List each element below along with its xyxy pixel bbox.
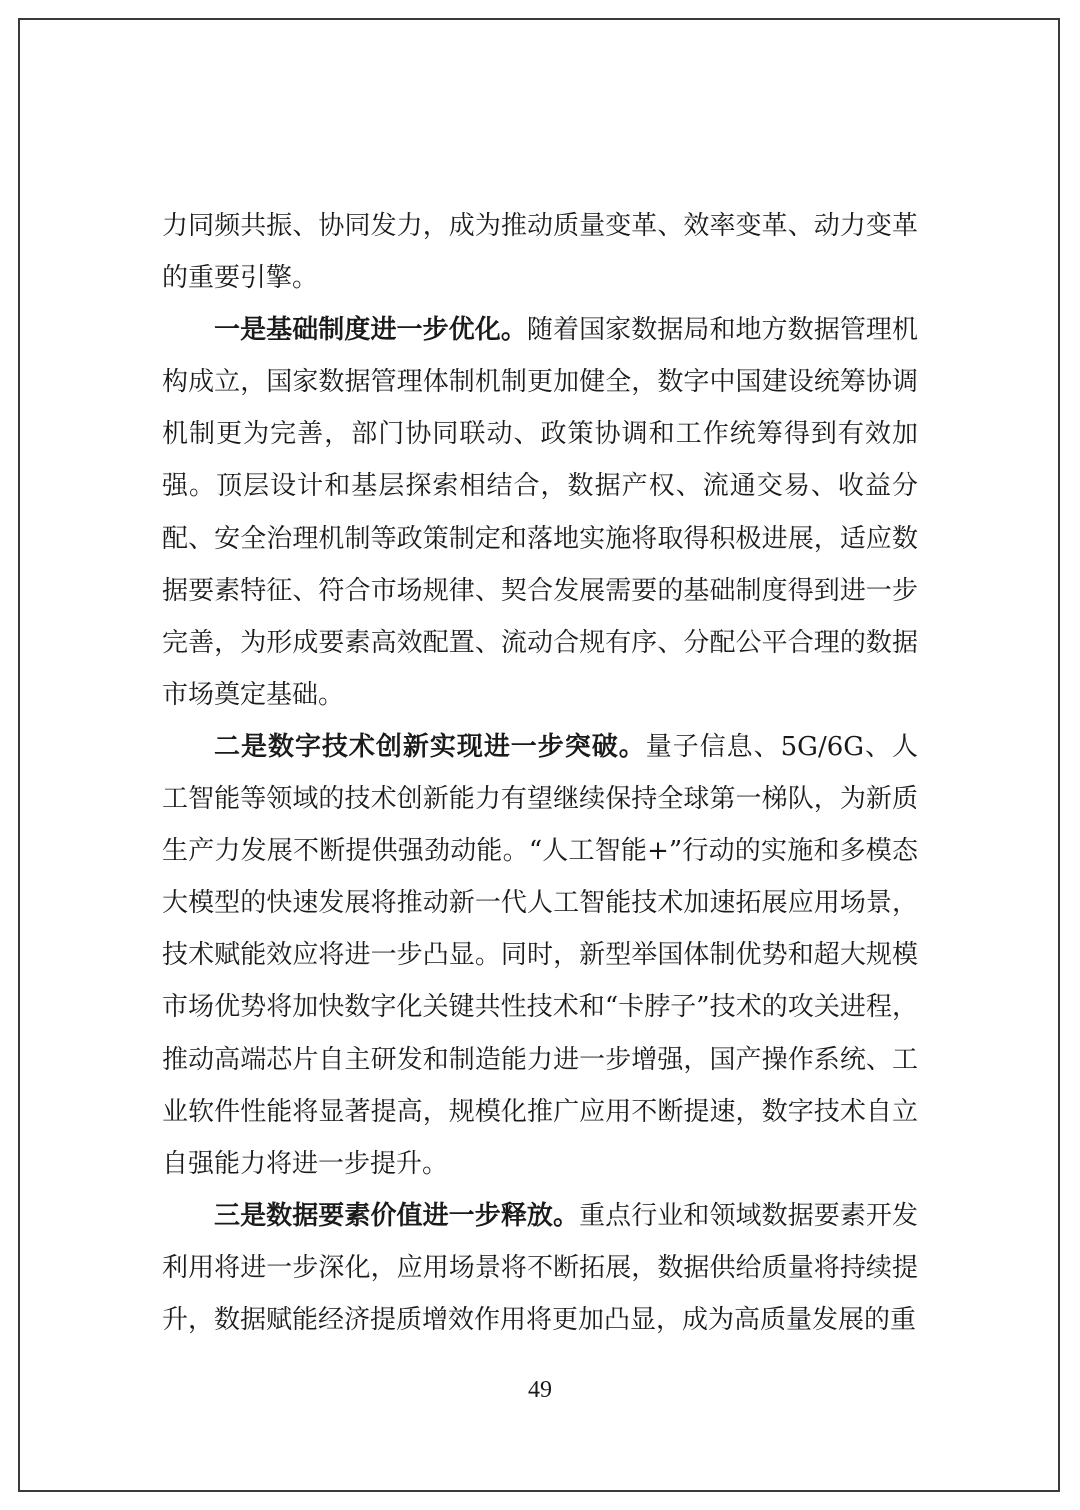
paragraph-lead-heading: 三是数据要素价值进一步释放。: [214, 1200, 580, 1231]
paragraph-text: 重点行业和领域数据要素开发利用将进一步深化，应用场景将不断拓展，数据供给质量将持续提升，数据赋能经济提质增效作用将更加凸显，成为高质量发展的重: [162, 1200, 918, 1335]
paragraph-basic-systems: [162, 304, 918, 721]
paragraph-text: 力同频共振、协同发力，成为推动质量变革、效率变革、动力变革的重要引擎。: [162, 211, 918, 294]
paragraph-text: 随着国家数据局和地方数据管理机构成立，国家数据管理体制机制更加健全，数字中国建设统筹协调机制更为完善，部门协同联动、政策协调和工作统筹得到有效加强。顶层设计和基层探索相结合，数据产权、流通交易、收益分配、安全治理机制等政策制定和落地实施将取得积极进展，适应数据要素特征、符合市场规律、契合发展需要的基础制度得到进一步完善，为形成要素高效配置、流动合规有序、分配公平合理的数据市场奠定基础。: [162, 315, 918, 710]
paragraph-lead-heading: 二是数字技术创新实现进一步突破。: [214, 731, 646, 762]
paragraph-text: 量子信息、5G/6G、人工智能等领域的技术创新能力有望继续保持全球第一梯队，为新质生产力发展不断提供强劲动能。“人工智能+”行动的实施和多模态大模型的快速发展将推动新一代人工智能技术加速拓展应用场景，技术赋能效应将进一步凸显。同时，新型举国体制优势和超大规模市场优势将加快数字化关键共性技术和“卡脖子”技术的攻关进程，推动高端芯片自主研发和制造能力进一步增强，国产操作系统、工业软件性能将显著提高，规模化推广应用不断提速，数字技术自立自强能力将进一步提升。: [162, 731, 918, 1179]
page-number: 49: [528, 1377, 552, 1403]
paragraph-tech-innovation: [162, 721, 918, 1190]
paragraph-lead-heading: 一是基础制度进一步优化。: [214, 315, 527, 346]
paragraph-data-value: [162, 1190, 918, 1346]
paragraph-continuation: [162, 200, 918, 304]
body-text: [162, 200, 918, 1346]
